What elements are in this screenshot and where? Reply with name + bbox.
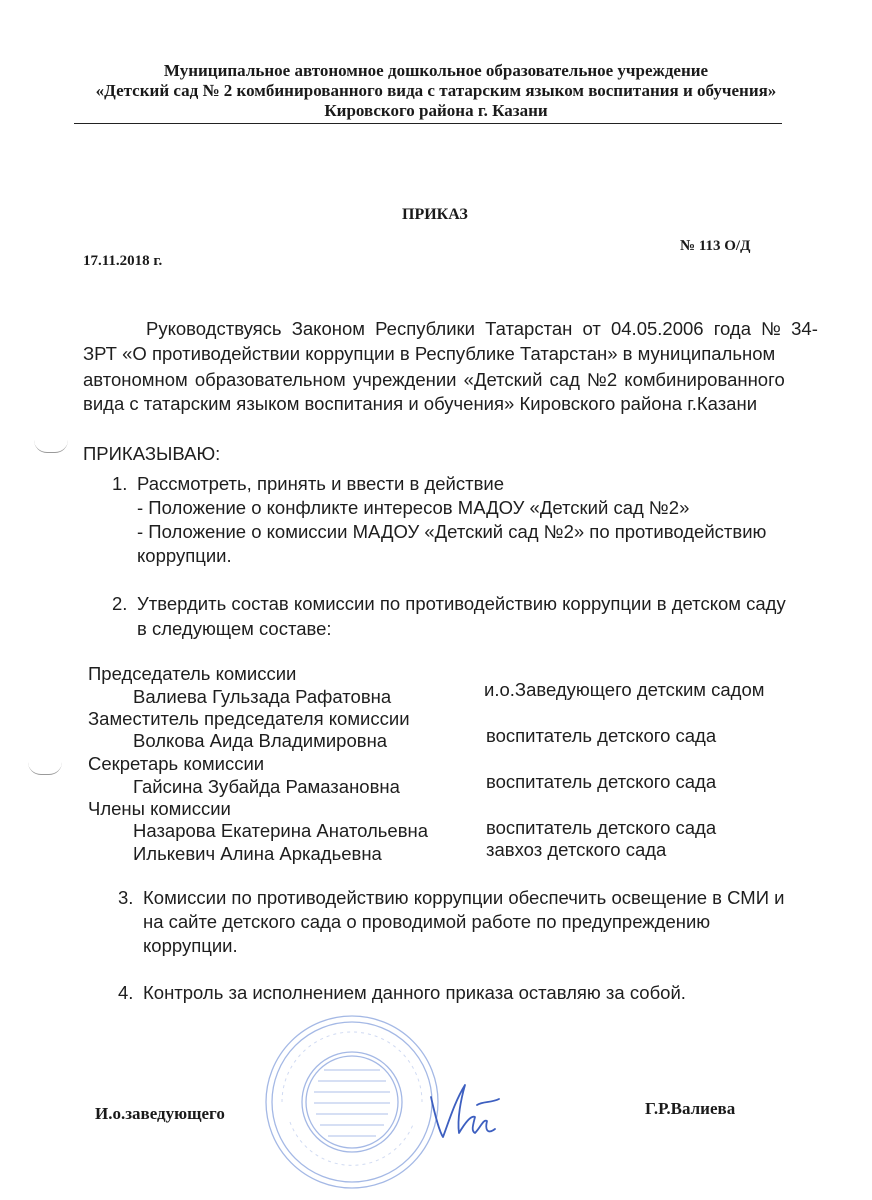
item2-line1: Утвердить состав комиссии по противодействию коррупции в детском саду [137,593,786,614]
item1-number: 1. [112,473,128,494]
header-divider [74,123,782,124]
item1-line3: - Положение о комиссии МАДОУ «Детский сад №2» по противодействию [137,521,767,542]
preamble-line2: ЗРТ «О противодействии коррупции в Республике Татарстан» в муниципальном [83,343,776,364]
preamble-line3: автономном образовательном учреждении «Детский сад №2 комбинированного [83,369,785,390]
chair-name: Валиева Гульзада Рафатовна [133,686,392,707]
punch-hole-mark [34,440,68,453]
member2-name: Илькевич Алина Аркадьевна [133,843,382,864]
deputy-label: Заместитель председателя комиссии [88,708,410,729]
item1-line1: Рассмотреть, принять и ввести в действие [137,473,505,494]
member1-role: воспитатель детского сада [486,817,717,838]
official-stamp [262,1012,442,1192]
order-word: ПРИКАЗЫВАЮ: [83,443,221,464]
order-title: ПРИКАЗ [402,206,468,223]
chair-label: Председатель комиссии [88,663,297,684]
secretary-role: воспитатель детского сада [486,771,717,792]
deputy-name: Волкова Аида Владимировна [133,730,388,751]
item4-number: 4. [118,982,134,1003]
item2-number: 2. [112,593,128,614]
item1-line2: - Положение о конфликте интересов МАДОУ «Детский сад №2» [137,497,690,518]
members-label: Члены комиссии [88,798,231,819]
preamble-line4: вида с татарским языком воспитания и обучения» Кировского района г.Казани [83,393,758,414]
item3-line1: Комиссии по противодействию коррупции обеспечить освещение в СМИ и [143,887,785,908]
member2-role: завхоз детского сада [486,839,667,860]
item1-line4: коррупции. [137,545,232,566]
item3-line2: на сайте детского сада о проводимой работе по предупреждению [143,911,711,932]
item2-line2: в следующем составе: [137,618,332,639]
signature-name: Г.Р.Валиева [645,1099,736,1118]
member1-name: Назарова Екатерина Анатольевна [133,820,429,841]
header-org-line2: «Детский сад № 2 комбинированного вида с татарским языком воспитания и обучения» [95,81,777,100]
chair-role: и.о.Заведующего детским садом [484,679,765,700]
secretary-label: Секретарь комиссии [88,753,265,774]
order-date: 17.11.2018 г. [83,253,163,269]
header-org-line3: Кировского района г. Казани [324,101,548,120]
item3-number: 3. [118,887,134,908]
secretary-name: Гайсина Зубайда Рамазановна [133,776,400,797]
handwritten-signature [425,1075,505,1145]
item4-line1: Контроль за исполнением данного приказа оставляю за собой. [143,982,686,1003]
header-org-line1: Муниципальное автономное дошкольное образовательное учреждение [163,61,709,80]
signature-position: И.о.заведующего [95,1104,225,1123]
item3-line3: коррупции. [143,935,238,956]
preamble-line1: Руководствуясь Законом Республики Татарстан от 04.05.2006 года № 34- [146,318,818,339]
order-number: № 113 О/Д [680,238,751,254]
punch-hole-mark [28,762,62,775]
deputy-role: воспитатель детского сада [486,725,717,746]
